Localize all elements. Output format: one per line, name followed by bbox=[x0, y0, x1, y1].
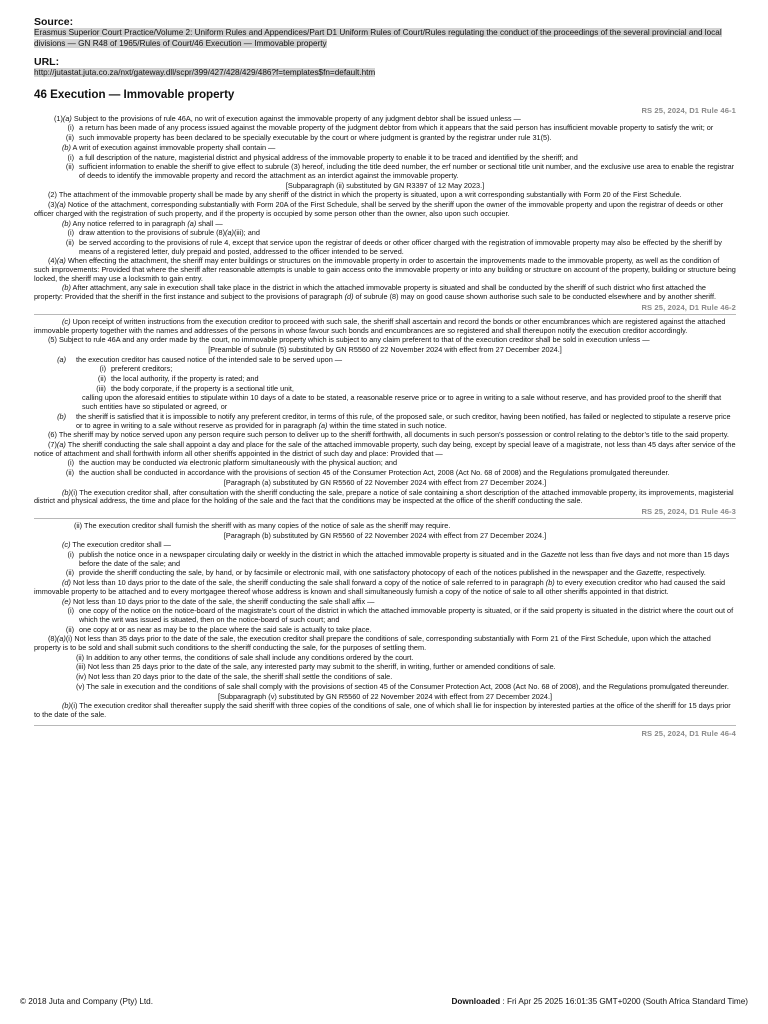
paragraph-text: The execution creditor shall — bbox=[70, 540, 171, 550]
item-text bbox=[79, 229, 736, 238]
paragraph-letter: (a) bbox=[62, 113, 72, 123]
copyright-text: © 2018 Juta and Company (Pty) Ltd. bbox=[20, 997, 154, 1006]
paragraph-ref: (a) bbox=[187, 218, 197, 228]
item-marker: (ii) bbox=[65, 162, 74, 172]
subrule-number: (8) bbox=[48, 634, 57, 644]
item-text: the local authority, if the property is rated; and bbox=[111, 374, 259, 384]
list-item bbox=[34, 569, 736, 578]
text-italic: (a) bbox=[318, 420, 328, 430]
item-marker: (i) bbox=[67, 606, 74, 616]
paragraph-text: Any notice referred to in paragraph bbox=[70, 218, 188, 228]
list-item bbox=[34, 551, 736, 568]
paragraph-ref: (b) bbox=[545, 578, 555, 588]
item-marker: (i) bbox=[67, 123, 74, 133]
item-text: a full description of the nature, magisterial district and physical address of the immovable property to enable it to be traced and identified by the sheriff; and bbox=[79, 152, 578, 162]
text-italic: Gazette bbox=[540, 550, 567, 560]
paragraph-text: (i) The execution creditor shall thereafter supply the said sheriff with three copies of the conditions of sale, one of which shall lie for inspection by interested parties at the office of the sheriff for 15 days prior to the date of the sale. bbox=[34, 701, 731, 719]
paragraph-letter: (a) bbox=[56, 634, 66, 644]
download-timestamp bbox=[452, 997, 748, 1007]
item-text bbox=[79, 569, 736, 578]
item-marker: (ii) bbox=[65, 568, 74, 578]
subrule-5: (5) Subject to rule 46A and any order made by the court, no immovable property which is subject to any claim preferent to that of the execution creditor shall be sold in execution unless — bbox=[48, 335, 650, 345]
paragraph-letter: (b) bbox=[62, 283, 71, 293]
item-text: one copy at or as near as may be to the place where the said sale is actually to take place. bbox=[79, 624, 372, 634]
paragraph-text: Not less than 10 days prior to the date of the sale, the sheriff conducting the sale shall forward a copy of the notice of sale referred to in paragraph bbox=[70, 578, 546, 588]
paragraph-letter: (a) bbox=[56, 200, 66, 210]
running-head-2: RS 25, 2024, D1 Rule 46-2 bbox=[641, 302, 736, 312]
subrule-number: (1) bbox=[54, 113, 63, 123]
paragraph-letter: (a) bbox=[56, 439, 66, 449]
item-marker: (ii) bbox=[65, 624, 74, 634]
list-item bbox=[34, 365, 736, 374]
item-marker: (i) bbox=[67, 152, 74, 162]
subrule-3b bbox=[34, 220, 736, 229]
paragraph-text: (i) The execution creditor shall, after consultation with the sheriff conducting the sale, prepare a notice of sale containing a short description of the attached immovable property, its improvements, magisterial district and physical address, the time and place for the holding of the sale and the fact that the conditions may be inspected at the office of the sheriff conducting the sale. bbox=[34, 487, 734, 506]
paragraph-text: Notice of the attachment, corresponding substantially with Form 20A of the First Schedule, shall be served by the sheriff upon the owner of the immovable property and upon the registrar of deeds or other officer charged with the registration of such property, and if the property is occupied by some person other than the owner, also upon such occupier. bbox=[34, 200, 724, 218]
list-item bbox=[34, 607, 736, 624]
item-text: such immovable property has been declared to be specially executable by the court or where judgment is granted by the registrar under rule 31(5). bbox=[79, 133, 552, 143]
paragraph-letter: (b) bbox=[62, 487, 71, 497]
url-link[interactable]: http://jutastat.juta.co.za/nxt/gateway.dll/scpr/399/427/428/429/486?f=templates$fn=default.htm bbox=[34, 68, 376, 78]
paragraph-letter: (d) bbox=[62, 578, 71, 588]
paragraph-text: of subrule (8) may on good cause shown authorise such sale to be conducted elsewhere and by another sheriff. bbox=[353, 292, 716, 302]
item-text bbox=[79, 459, 736, 468]
item-marker: (i) bbox=[67, 228, 74, 238]
running-head-1: RS 25, 2024, D1 Rule 46-1 bbox=[641, 105, 736, 115]
list-item bbox=[34, 626, 736, 635]
item-text bbox=[79, 551, 736, 568]
subrule-7d bbox=[34, 579, 736, 596]
paragraph-text: A writ of execution against immovable property shall contain — bbox=[70, 142, 276, 152]
item-marker: (iii) bbox=[96, 383, 106, 393]
item-marker: (a) bbox=[57, 354, 66, 364]
amendment-note: [Subparagraph (ii) substituted by GN R3397 of 12 May 2023.] bbox=[285, 180, 485, 190]
paragraph-text: When effecting the attachment, the sheriff may enter buildings or structures on the immovable property in order to ascertain the improvements made to the immovable property, as well as the condition of such improvements: Provided that where the sheriff after reasonable attempts is unable to gain access onto the immovable property or into any building or structure on account of the property, building or structure being locked, the sheriff may use a locksmith to gain entry. bbox=[34, 256, 736, 283]
item-marker: (ii) bbox=[65, 237, 74, 247]
subrule-4b bbox=[34, 284, 736, 301]
item-marker: (i) bbox=[99, 364, 106, 374]
subrule-8b bbox=[34, 702, 736, 719]
url-line bbox=[34, 68, 736, 79]
item-marker: (ii) bbox=[65, 468, 74, 478]
item-text: be served according to the provisions of rule 4, except that service upon the registrar of deeds or other officer charged with the registration of immovable property may also be effected by the sheriff by means of a registered letter, duly prepaid and posted, addressed to the officer intended to be served. bbox=[79, 237, 722, 256]
item-marker: (b) bbox=[57, 411, 66, 421]
subrule-7c bbox=[34, 541, 736, 550]
subrule-8a-iii: (iii) Not less than 25 days prior to the date of the sale, any interested party may submit to the sheriff, in writing, further or amended conditions of sale. bbox=[76, 662, 556, 672]
list-item bbox=[34, 154, 736, 163]
list-item bbox=[34, 239, 736, 256]
subrule-number: (7) bbox=[48, 439, 57, 449]
text-run: draw attention to the provisions of subrule (8) bbox=[79, 228, 226, 238]
list-item bbox=[34, 385, 736, 394]
text-run: provide the sheriff conducting the sale, by hand, or by facsimile or electronic mail, with one satisfactory photocopy of each of the notices published in the newspaper and the bbox=[79, 568, 637, 578]
document-page bbox=[34, 16, 736, 738]
text-run: , respectively. bbox=[661, 568, 706, 578]
subrule-1a bbox=[34, 115, 736, 124]
subrule-7b-ii: (ii) The execution creditor shall furnish the sheriff with as many copies of the notice of sale as the sheriff may require. bbox=[74, 520, 451, 530]
item-marker: (ii) bbox=[97, 374, 106, 384]
paragraph-text: Not less than 10 days prior to the date of the sale, the sheriff conducting the sale shall affix — bbox=[70, 596, 375, 606]
subrule-8a-v: (v) The sale in execution and the conditions of sale shall comply with the provisions of section 45 of the Consumer Protection Act, 2008 (Act No. 68 of 2008), and the Regulations promulgated thereunder. bbox=[76, 681, 729, 691]
amendment-note: [Paragraph (a) substituted by GN R5560 of 22 November 2024 with effect from 27 December 2024.] bbox=[223, 477, 547, 487]
item-marker: (i) bbox=[67, 458, 74, 468]
paragraph-text: Upon receipt of written instructions from the execution creditor to proceed with such sale, the sheriff shall ascertain and record the bonds or other encumbrances which are registered against the attached immovable property together with the names and addresses of the persons in whose favour such bonds and encumbrances are so registered and shall thereupon notify the execution creditor accordingly. bbox=[34, 316, 726, 335]
subrule-7e bbox=[34, 598, 736, 607]
text-italic: Gazette bbox=[636, 568, 662, 578]
text-run: electronic platform simultaneously with the physical auction; and bbox=[187, 458, 398, 468]
text-run: publish the notice once in a newspaper circulating daily or weekly in the district in which the attached immovable property is situated and in the bbox=[79, 550, 541, 560]
item-text: one copy of the notice on the notice-board of the magistrate’s court of the district in which the attached immovable property is situated, or if the said property is situated in the district where the court out of which the writ was issued is situated, then on the notice-board of such court; and bbox=[79, 606, 734, 624]
paragraph-text: Subject to the provisions of rule 46A, no writ of execution against the immovable property of any judgment debtor shall be issued unless — bbox=[71, 113, 521, 123]
subrule-number: (3) bbox=[48, 200, 57, 210]
source-path-text: Erasmus Superior Court Practice/Volume 2: Uniform Rules and Appendices/Part D1 Uniform Rules of Court/Rules regulating the conduct of the proceedings of the several provincial and local divisions — GN R48 of 1965/Rules of Court/46 Execution — Immovable property bbox=[34, 28, 722, 48]
subrule-7a bbox=[34, 441, 736, 458]
item-text: the auction shall be conducted in accordance with the provisions of section 45 of the Consumer Protection Act, 2008 (Act No. 68 of 2008) and the Regulations promulgated thereunder. bbox=[79, 468, 670, 478]
item-text: a return has been made of any process issued against the movable property of the judgment debtor from which it appears that the said person has insufficient movable property to satisfy the writ; or bbox=[79, 123, 714, 133]
paragraph-letter: (e) bbox=[62, 596, 71, 606]
list-item bbox=[34, 134, 736, 143]
subrule-8a bbox=[34, 635, 736, 652]
subrule-4c bbox=[34, 318, 736, 335]
running-head-3: RS 25, 2024, D1 Rule 46-3 bbox=[641, 506, 736, 516]
text-run: not less than five days and not more than 15 days before the date of the sale; and bbox=[79, 550, 730, 568]
subrule-number: (4) bbox=[48, 256, 57, 266]
item-text: sufficient information to enable the sheriff to give effect to subrule (3) hereof, including the title deed number, the erf number or sectional title unit number, and the exclusive use area to enable the registrar of deeds to identify the immovable property and record the attachment as an interdict against the immovable property. bbox=[79, 162, 735, 180]
running-head-4: RS 25, 2024, D1 Rule 46-4 bbox=[641, 728, 736, 738]
item-marker: (i) bbox=[67, 550, 74, 560]
download-label: Downloaded bbox=[451, 997, 501, 1006]
amendment-note: [Preamble of subrule (5) substituted by GN R5560 of 22 November 2024 with effect from 27 December 2024.] bbox=[208, 344, 562, 354]
page-divider bbox=[34, 725, 736, 726]
subrule-3a bbox=[34, 201, 736, 218]
source-path bbox=[34, 28, 736, 49]
text-italic: (a) bbox=[225, 228, 234, 238]
paragraph-letter: (b) bbox=[62, 142, 71, 152]
item-marker: (ii) bbox=[65, 133, 74, 143]
item-text: the execution creditor has caused notice of the intended sale to be served upon — bbox=[76, 354, 343, 364]
list-item bbox=[34, 163, 736, 180]
subrule-8a-iv: (iv) Not less than 20 days prior to the date of the sale, the sheriff shall settle the conditions of sale. bbox=[76, 672, 393, 682]
source-label: Source: bbox=[34, 16, 74, 28]
item-text bbox=[76, 413, 736, 430]
section-heading: 46 Execution — Immovable property bbox=[34, 87, 235, 101]
paragraph-letter: (c) bbox=[62, 540, 71, 550]
subrule-6: (6) The sheriff may by notice served upon any person require such person to deliver up to the sheriff forthwith, all documents in such person’s possession or control relating to the debtor’s title to the said property. bbox=[48, 430, 729, 440]
page-divider bbox=[34, 518, 736, 519]
text-italic: via bbox=[178, 458, 188, 468]
list-item bbox=[34, 375, 736, 384]
item-text: the body corporate, if the property is a sectional title unit, bbox=[111, 383, 294, 393]
paragraph-text: to every execution creditor who had caused the said immovable property to be attached and to every mortgagee thereof whose address is known and shall simultaneously furnish a copy of the notice of sale to all other sheriffs appointed in that district. bbox=[34, 578, 726, 596]
paragraph-letter: (b) bbox=[62, 701, 71, 711]
paragraph-text: (i) Not less than 35 days prior to the date of the sale, the execution creditor shall prepare the conditions of sale, corresponding substantially with Form 21 of the First Schedule, upon which the attached property is to be sold and shall submit such conditions to the sheriff conducting the sale, for the purposes of settling them. bbox=[34, 634, 711, 653]
text-run: the sheriff is satisfied that it is impossible to notify any preferent creditor, in terms of this rule, of the proposed sale, or such creditor, having been notified, has failed or neglected to stipulate a reserve price or to agree in writing to a sale without reserve as provided for in paragraph bbox=[76, 411, 731, 430]
item-text: preferent creditors; bbox=[111, 364, 173, 374]
text-run: within the time stated in such notice. bbox=[327, 420, 447, 430]
subrule-2: (2) The attachment of the immovable property shall be made by any sheriff of the district in which the property is situated, upon a writ corresponding substantially with Form 20 of the First Schedule. bbox=[48, 190, 682, 200]
paragraph-letter: (c) bbox=[62, 316, 71, 326]
list-item bbox=[34, 469, 736, 478]
subrule-8a-ii: (ii) In addition to any other terms, the conditions of sale shall include any conditions ordered by the court. bbox=[76, 652, 414, 662]
amendment-note: [Paragraph (b) substituted by GN R5560 of 22 November 2024 with effect from 27 December 2024.] bbox=[223, 530, 547, 540]
list-item bbox=[34, 124, 736, 133]
subrule-7b bbox=[34, 489, 736, 506]
page-divider bbox=[34, 314, 736, 315]
paragraph-letter: (a) bbox=[56, 256, 66, 266]
continuation-text: calling upon the aforesaid entities to stipulate within 10 days of a date to be stated, a reasonable reserve price or to agree in writing to a sale without reserve, and has provided proof to the sheriff that such entities have so stipulated or agreed, or bbox=[82, 393, 722, 412]
text-run: (iii); and bbox=[233, 228, 260, 238]
list-item bbox=[34, 229, 736, 238]
paragraph-text: After attachment, any sale in execution shall take place in the district in which the attached immovable property is situated and shall be conducted by the sheriff of such district who first attached the property: Provided that the sheriff in the first instance and subject to the provisions of paragraph bbox=[34, 283, 706, 302]
download-text: : Fri Apr 25 2025 16:01:35 GMT+0200 (South Africa Standard Time) bbox=[500, 997, 748, 1006]
paragraph-letter: (b) bbox=[62, 218, 71, 228]
list-item bbox=[34, 413, 736, 430]
paragraph-text: The sheriff conducting the sale shall appoint a day and place for the sale of the attached immovable property, such day being, except by special leave of a magistrate, not less than 45 days after service of the notice of attachment and shall forthwith inform all other sheriffs appointed in the district of such day and place: Provided that — bbox=[34, 439, 736, 458]
list-item bbox=[34, 356, 736, 365]
amendment-note: [Subparagraph (v) substituted by GN R5560 of 22 November 2024 with effect from 27 December 2024.] bbox=[217, 691, 553, 701]
subrule-4a bbox=[34, 257, 736, 283]
text-run: the auction may be conducted bbox=[79, 458, 179, 468]
subrule-1b bbox=[34, 144, 736, 153]
paragraph-text: shall — bbox=[196, 218, 223, 228]
paragraph-ref: (d) bbox=[344, 292, 354, 302]
url-label: URL: bbox=[34, 56, 60, 69]
list-item bbox=[34, 459, 736, 468]
